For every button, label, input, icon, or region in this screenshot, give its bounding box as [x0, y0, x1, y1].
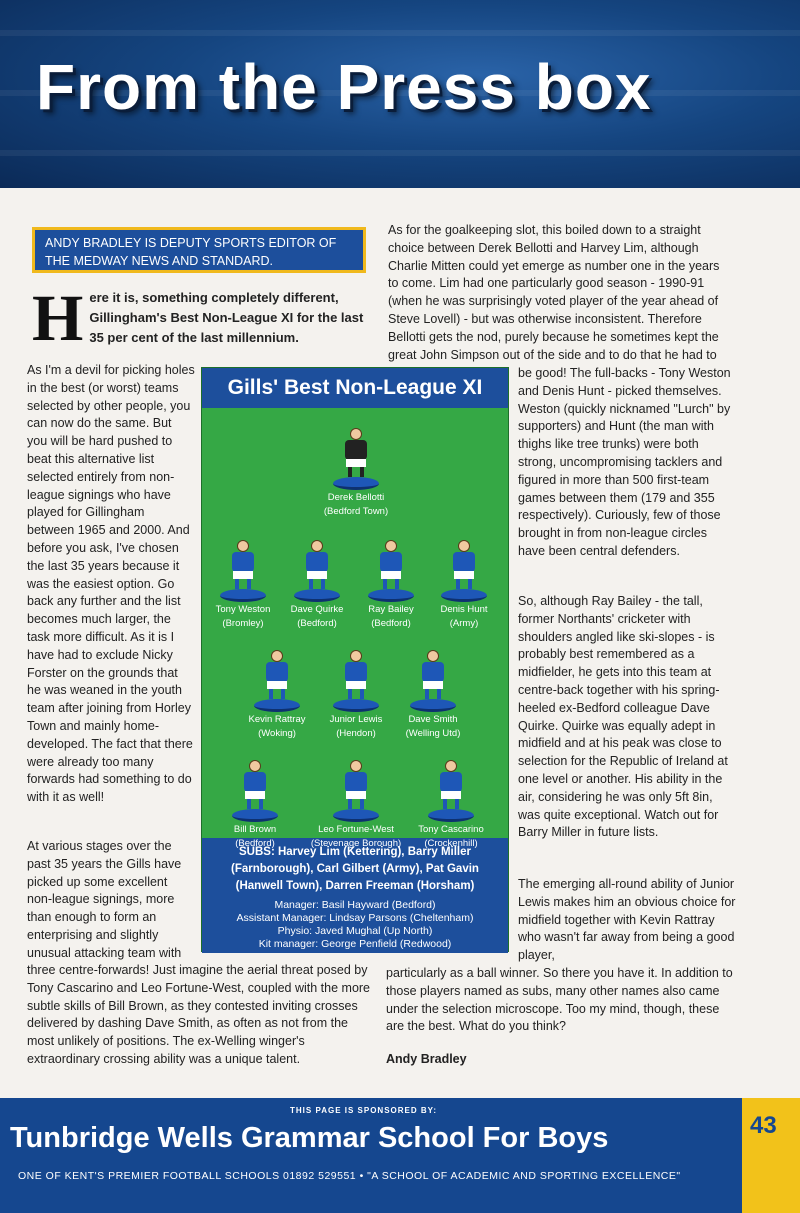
subbuteo-figure-icon — [292, 538, 342, 602]
subbuteo-figure-icon — [426, 758, 476, 822]
drop-cap: H — [32, 282, 84, 355]
subbuteo-figure-icon — [331, 426, 381, 490]
player-name: Tony Weston — [215, 604, 271, 615]
body-paragraph: At various stages over the past 35 years the Gills have picked up some excellent non-league signings, more than enough to form an enterprising and slightly unusual attacking team with — [27, 839, 182, 960]
staff-line: Physio: Javed Mughal (Up North) — [277, 925, 433, 937]
subbuteo-figure-icon — [331, 758, 381, 822]
page-title: From the Press box — [36, 51, 652, 123]
sponsor-label: THIS PAGE IS SPONSORED BY: — [290, 1106, 438, 1115]
staff-line: Assistant Manager: Lindsay Parsons (Cheltenham) — [236, 912, 474, 924]
player-name: Leo Fortune-West — [318, 824, 394, 835]
subbuteo-figure-icon — [366, 538, 416, 602]
staff-line: Kit manager: George Penfield (Redwood) — [258, 938, 452, 950]
player-forward — [303, 758, 409, 850]
subbuteo-figure-icon — [218, 538, 268, 602]
player-goalkeeper — [313, 426, 399, 518]
player-midfielder — [234, 648, 320, 740]
body-paragraph: particularly as a ball winner. So there you have it. In addition to those players named as subs, many other names also came under the selection microscope. Too my mind, though, these are the best. What do you think? — [386, 966, 733, 1034]
team-lineup-box — [201, 367, 509, 952]
sponsor-footer — [0, 1098, 742, 1213]
player-club: (Bedford) — [235, 838, 275, 849]
player-name: Junior Lewis — [329, 714, 383, 725]
player-name: Ray Bailey — [368, 604, 414, 615]
player-forward — [408, 758, 494, 850]
header-banner — [0, 0, 800, 188]
player-forward — [212, 758, 298, 850]
author-signature: Andy Bradley — [386, 1052, 467, 1066]
page-number-tab — [742, 1098, 800, 1213]
author-byline-box: ANDY BRADLEY IS DEPUTY SPORTS EDITOR OF THE MEDWAY NEWS AND STANDARD. — [32, 227, 366, 273]
player-club: (Army) — [449, 618, 479, 629]
player-club: (Hendon) — [336, 728, 376, 739]
player-club: (Bedford) — [371, 618, 411, 629]
player-name: Derek Bellotti — [327, 492, 385, 503]
subbuteo-figure-icon — [331, 648, 381, 712]
player-name: Kevin Rattray — [248, 714, 306, 725]
page-number: 43 — [750, 1112, 777, 1139]
body-paragraph: be good! The full-backs - Tony Weston and Denis Hunt - picked themselves. Weston (quickly nicknamed "Lurch" by supporters) and Hunt (the man with thighs like tree trunks) were both strong, uncompromising tacklers and figured in more than 500 first-team games between them (179 and 355 respectively). Curiously, few of those brought in from non-league circles have been central defenders. — [518, 366, 731, 558]
subbuteo-figure-icon — [439, 538, 489, 602]
player-name: Dave Smith — [408, 714, 458, 725]
player-name: Dave Quirke — [290, 604, 344, 615]
lead-text: ere it is, something completely different, Gillingham's Best Non-League XI for the last 35 per cent of the last millennium. — [89, 290, 364, 345]
player-club: (Woking) — [258, 728, 296, 739]
staff-line: Manager: Basil Hayward (Bedford) — [274, 899, 436, 911]
player-club: (Crockenhill) — [424, 838, 478, 849]
player-midfielder — [313, 648, 399, 740]
sponsor-tagline: ONE OF KENT'S PREMIER FOOTBALL SCHOOLS 01892 529551 • "A SCHOOL OF ACADEMIC AND SPORTING EXCELLENCE" — [18, 1170, 681, 1182]
lead-paragraph — [32, 282, 372, 355]
player-defender — [421, 538, 507, 630]
player-name: Bill Brown — [233, 824, 277, 835]
player-club: (Welling Utd) — [405, 728, 461, 739]
player-name: Tony Cascarino — [418, 824, 484, 835]
player-name: Denis Hunt — [440, 604, 488, 615]
subs-and-staff — [202, 838, 508, 953]
subbuteo-figure-icon — [230, 758, 280, 822]
subbuteo-figure-icon — [252, 648, 302, 712]
player-club: (Bromley) — [222, 618, 264, 629]
player-midfielder — [390, 648, 476, 740]
player-club: (Bedford) — [297, 618, 337, 629]
body-paragraph: As for the goalkeeping slot, this boiled down to a straight choice between Derek Bellotti and Harvey Lim, although Charlie Mitten could yet emerge as number one in the years to come. Lim had one particularly good season - 1990-91 (when he was surprisingly voted player of the year ahead of Steve Lovell) - but was otherwise inconsistent. Therefore Bellotti gets the nod, purely because he sometimes kept the great John Simpson out of the side and to do that he had to — [388, 223, 720, 362]
subs-list: SUBS: Harvey Lim (Kettering), Barry Miller (Farnborough), Carl Gilbert (Army), Pat Gavin (Hanwell Town), Darren Freeman (Horsham) — [231, 846, 479, 892]
team-title: Gills' Best Non-League XI — [202, 368, 508, 408]
player-club: (Stevenage Borough) — [310, 838, 402, 849]
subbuteo-figure-icon — [408, 648, 458, 712]
body-paragraph: three centre-forwards! Just imagine the aerial threat posed by Tony Cascarino and Leo Fortune-West, coupled with the more subtle skills of Bill Brown, as they contested inviting crosses delivered by dashing Dave Smith, as often as not from the most unlikely of positions. The ex-Welling winger's extraordinary crossing ability was a unique talent. — [27, 963, 371, 1066]
body-paragraph: The emerging all-round ability of Junior Lewis makes him an obvious choice for midfield together with Kevin Rattray who wasn't far away from being a good player, — [518, 877, 736, 963]
pitch — [202, 408, 508, 849]
sponsor-name: Tunbridge Wells Grammar School For Boys — [10, 1122, 609, 1154]
player-club: (Bedford Town) — [323, 506, 389, 517]
body-paragraph: As I'm a devil for picking holes in the best (or worst) teams selected by other people, you can now do the same. But you will be hard pushed to beat this alternative list selected entirely from non-league signings who have played for Gillingham between 1965 and 2000. And before you ask, I've chosen the last 35 years because it was the easiest option. Go back any further and the list becomes much larger, the task more difficult. As it is I have had to exclude Nicky Forster on the grounds that he was weaned in the youth team after joining from Horley Town and mainly home-developed. The fact that there were already too many forwards had something to do with it as well! — [27, 363, 195, 805]
body-paragraph: So, although Ray Bailey - the tall, former Northants' cricketer with shoulders angled like ski-slopes - is probably best remembered as a midfielder, he gets into this team at centre-back together with his spring-heeled ex-Bedford colleague Dave Quirke. Quirke was equally adept in midfield and at his peak was close to selection for the Republic of Ireland at one level or another. His ability in the air, considering he was only 5ft 8in, was quite exceptional. Watch out for Barry Miller in future lists. — [518, 594, 728, 840]
